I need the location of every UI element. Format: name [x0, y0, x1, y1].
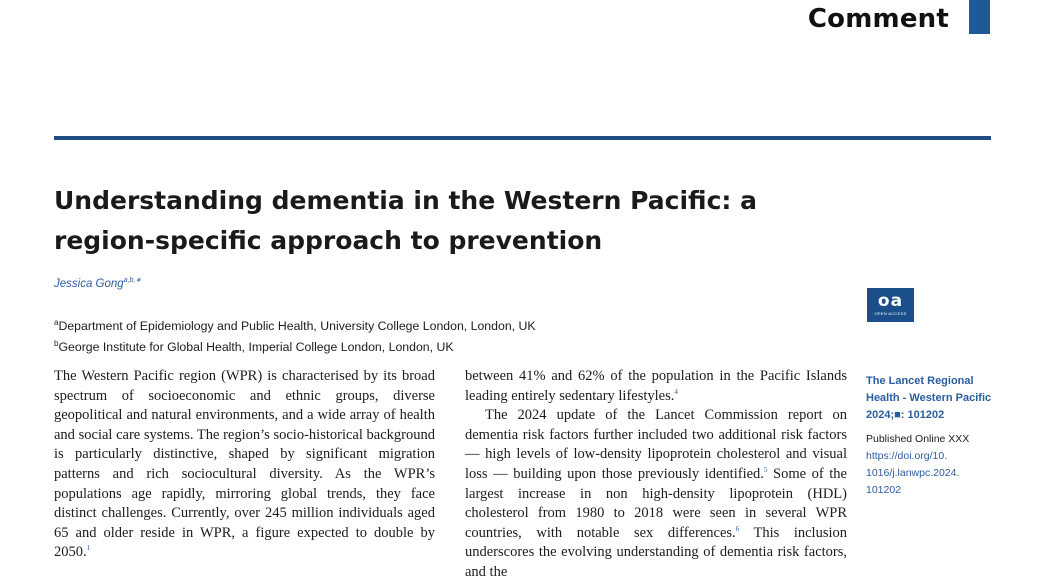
affiliation-b — [54, 335, 536, 356]
journal-volume: 2024;■: 101202 — [866, 409, 945, 421]
article-title — [54, 181, 774, 261]
open-access-badge-subtext: OPEN ACCESS — [874, 311, 907, 316]
paragraph-text: between 41% and 62% of the population in the Pacific Islands leading entirely sedentary lifestyles. — [465, 368, 847, 404]
paragraph — [465, 406, 847, 582]
author-affiliation-marks: a,b,∗ — [123, 277, 142, 284]
doi-link[interactable] — [866, 448, 996, 499]
author[interactable] — [54, 276, 141, 290]
publication-info — [866, 431, 996, 499]
affiliation-mark: b — [54, 339, 59, 349]
paragraph-text: This inclusion underscores the evolving understanding of dementia risk factors, and the — [465, 524, 847, 580]
title-line-2: region-specific approach to prevention — [54, 226, 603, 255]
reference-link[interactable]: 6 — [735, 524, 740, 533]
affiliation-text: George Institute for Global Health, Imperial College London, London, UK — [58, 340, 454, 355]
doi-line: https://doi.org/10. — [866, 450, 948, 462]
reference-link[interactable]: 5 — [763, 466, 768, 475]
published-online: Published Online XXX — [866, 433, 970, 445]
paragraph-text: The 2024 update of the Lancet Commission report on dementia risk factors further included two additional risk factors — high levels of low-density lipoprotein cholesterol and visual loss — building upon those previously identified. — [465, 407, 847, 482]
affiliation-text: Department of Epidemiology and Public Health, University College London, London, UK — [58, 319, 536, 334]
reference-link[interactable]: 1 — [86, 544, 91, 553]
doi-line: 1016/j.lanwpc.2024. — [866, 467, 960, 479]
reference-link[interactable]: 4 — [674, 387, 678, 396]
affiliations — [54, 314, 536, 356]
affiliation-mark: a — [54, 318, 59, 327]
section-color-tab — [969, 0, 990, 34]
header-rule — [54, 136, 991, 140]
affiliation-a — [54, 314, 536, 335]
paragraph-text: The Western Pacific region (WPR) is characterised by its broad spectrum of socioeconomic and ethnic groups, diverse geopolitical and natural environments, and a wide array of health and social care systems. The region’s socio-historical background is particularly distinctive, shaped by significant migration patterns and rich sociocultural diversity. As the WPR’s populations age rapidly, mirroring global trends, they face distinct challenges. Currently, over 245 million individuals aged 65 and older reside in WPR, a figure expected to double by 2050. — [54, 368, 435, 561]
author-name[interactable]: Jessica Gong — [54, 277, 124, 290]
paragraph — [54, 367, 435, 563]
open-access-badge-text: oa — [877, 291, 904, 311]
journal-line: Health - Western Pacific — [866, 392, 992, 404]
journal-citation[interactable] — [866, 373, 996, 424]
body-column-2 — [465, 367, 847, 583]
paragraph-text: Some of the largest increase in non high-density lipoprotein (HDL) cholesterol from 1980 to 2018 were seen in several WPR countries, with notable sex differences. — [465, 465, 847, 541]
section-label: Comment — [807, 4, 949, 34]
doi-line: 101202 — [866, 484, 902, 496]
paragraph — [465, 367, 847, 406]
journal-line: The Lancet Regional — [866, 375, 974, 387]
body-column-1 — [54, 367, 435, 563]
title-line-1: Understanding dementia in the Western Pacific: a — [54, 186, 757, 215]
open-access-badge — [867, 288, 914, 322]
